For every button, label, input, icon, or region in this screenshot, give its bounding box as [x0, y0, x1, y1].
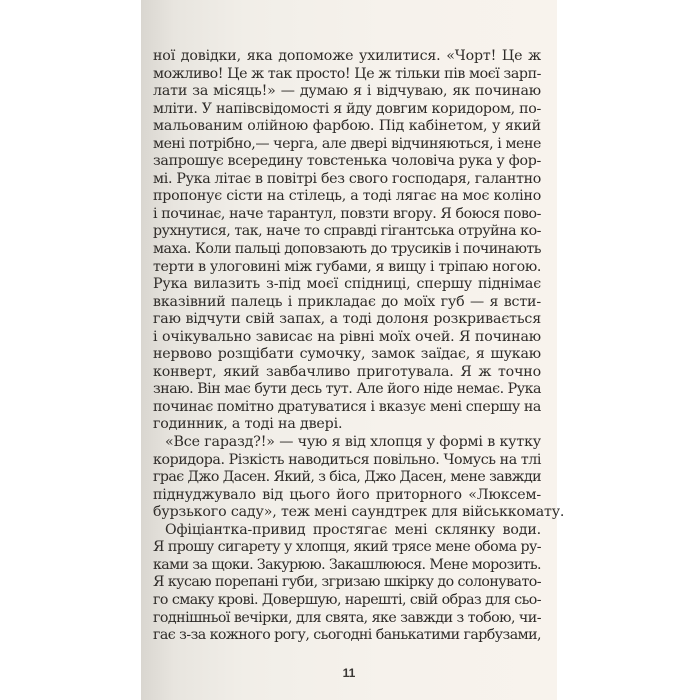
text-line: конверт, який завбачливо приготувала. Я ж точно: [153, 363, 541, 380]
text-line: бурзького саду», теж мені саундтрек для військкомату.: [153, 504, 565, 521]
page-number: 11: [342, 666, 356, 680]
text-line: ної довідки, яка допоможе ухилитися. «Чорт! Це ж: [153, 48, 541, 64]
text-line: пропонує сісти на стілець, а тоді лягає на моє коліно: [153, 188, 541, 205]
text-line: годнішньої вечірки, для свята, яке завжди з тобою, чи-: [153, 609, 541, 626]
text-line: терти в улоговині між губами, я вищу і тріпаю ногою.: [153, 258, 541, 275]
text-line: Я прошу сигарету у хлопця, який трясе мене обома ру-: [153, 539, 541, 556]
text-line: Рука вилазить з-під моєї спідниці, спершу піднімає: [153, 276, 541, 293]
body-text: [153, 48, 565, 645]
text-line: рухнутися, так, наче то справді гігантська отруйна ко-: [153, 223, 541, 240]
text-line: годинник, а тоді на двері.: [153, 416, 343, 433]
text-line: Офіціантка-привид простягає мені склянку води.: [165, 521, 541, 538]
text-line: маха. Коли пальці доповзають до трусиків і починають: [153, 241, 541, 258]
text-line: ками за щоки. Закурюю. Закашлююся. Мене морозить.: [153, 556, 541, 573]
text-line: і починає, наче тарантул, повзти вгору. Я боюся пово-: [153, 205, 541, 222]
text-line: вказівний палець і прикладає до моїх губ — я вcти-: [153, 293, 541, 310]
text-line: коридора. Різкість наводиться повільно. Чомусь на тлі: [153, 451, 541, 468]
text-line: піднуджувало від цього його приторного «Люксем-: [153, 486, 541, 503]
text-line: «Все гаразд?!» — чую я від хлопця у формі в кутку: [165, 434, 541, 451]
text-line: мліти. У напівсвідомості я йду довгим коридором, по-: [153, 100, 541, 117]
text-line: Я кусаю порепані губи, згризаю шкірку до солонувато-: [153, 574, 541, 591]
text-line: можливо! Це ж так просто! Це ж тільки пів моєї зарп-: [153, 65, 541, 82]
text-line: запрошує всередину товстенька чоловіча рука у фор-: [153, 153, 541, 170]
text-line: го смаку крові. Довершую, нарешті, свій образ для сьо-: [153, 591, 541, 608]
text-line: знаю. Він має бути десь тут. Але його ніде немає. Рука: [153, 381, 541, 398]
text-line: і очікувально зависає на рівні моїх очей. Я починаю: [153, 328, 541, 345]
text-line: нервово розщібати сумочку, замок заїдає, я шукаю: [153, 346, 541, 363]
text-line: мені потрібно,— черга, але двері відчиняються, і мене: [153, 135, 541, 152]
text-line: гаю відчути свій запах, а тоді долоня розкривається: [153, 311, 541, 328]
text-line: лати за місяць!» — думаю я і відчуваю, як починаю: [153, 83, 541, 100]
text-line: мі. Рука літає в повітрі без свого господаря, галантно: [153, 170, 541, 187]
book-page: [141, 0, 565, 700]
text-line: грає Джо Дасен. Який, з біса, Джо Дасен, мене завжди: [153, 469, 541, 486]
text-line: мальованим олійною фарбою. Під кабінетом, у який: [153, 118, 541, 135]
text-line: починає помітно дратуватися і вказує мені спершу на: [153, 398, 541, 415]
text-line: гає з-за кожного рогу, сьогодні банькатими гарбузами,: [153, 627, 541, 644]
